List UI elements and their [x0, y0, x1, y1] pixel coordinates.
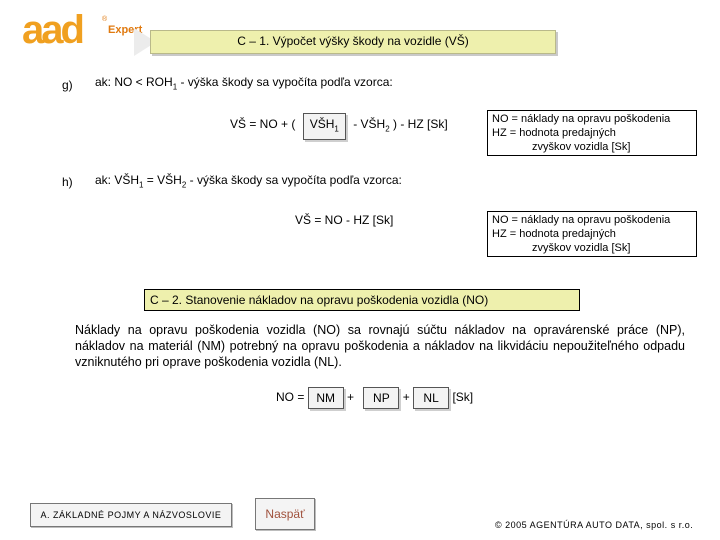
formula-np-box: NP — [363, 387, 399, 409]
condition-prefix: ak: NO < ROH — [95, 75, 173, 89]
formula-unit: [Sk] — [452, 390, 474, 404]
section2-title: C – 2. Stanovenie nákladov na opravu poškodenia vozidla (NO) — [144, 289, 580, 311]
formula-rest-sub: 2 — [385, 124, 390, 134]
section-h-condition: ak: $VŠH_1$ = $VŠH_2$ - výška škody sa vypočíta podľa vzorca: — [95, 173, 402, 190]
condition-suffix: - výška škody sa vypočíta podľa vzorca: — [177, 75, 393, 89]
logo-mark: aad — [22, 8, 82, 52]
formula-term-vsh1: $VŠH_1$ — [303, 113, 346, 140]
section-h-formula: VŠ = NO - HZ [Sk] — [295, 213, 394, 227]
formula-plus: + — [402, 390, 410, 404]
note-line: zvyškov vozidla [Sk] — [532, 141, 631, 153]
formula-no: NO = — [276, 390, 305, 404]
logo-registered: ® — [102, 16, 108, 23]
copyright: © 2005 AGENTÚRA AUTO DATA, spol. s r.o. — [495, 520, 694, 530]
formula-plus: + — [347, 390, 355, 404]
header-banner — [150, 30, 556, 54]
note-line: NO = náklady na opravu poškodenia — [492, 113, 671, 125]
page-title: C – 1. Výpočet výšky škody na vozidle (VŠ) — [237, 34, 469, 48]
nav-basic-terms-button[interactable]: A. ZÁKLADNÉ POJMY A NÁZVOSLOVIE — [30, 503, 232, 527]
formula-nl-box: NL — [413, 387, 449, 409]
note-h — [487, 211, 697, 257]
section2-formula — [276, 386, 473, 409]
logo-subtitle: Expert — [108, 24, 143, 36]
formula-nm-box: NM — [308, 387, 344, 409]
back-button[interactable]: Naspäť — [255, 498, 315, 530]
section-g-formula — [230, 113, 448, 140]
section2-paragraph: Náklady na opravu poškodenia vozidla (NO) sa rovnajú súčtu nákladov na opravárenské práce (NP), nákladov na materiál (NM) potrebný na opravu poškodenia a nákladov na likvidáciu nepoužiteľného odpadu vzniknutého pri oprave poškodenia vozidla (NL). — [75, 323, 685, 369]
section-g-letter: g) — [62, 78, 73, 92]
note-line: HZ = hodnota predajných — [492, 127, 616, 139]
formula-rest-b: ) - HZ [Sk] — [393, 117, 448, 131]
note-line: HZ = hodnota predajných — [492, 228, 616, 240]
note-line: zvyškov vozidla [Sk] — [532, 242, 631, 254]
section-g-condition — [95, 75, 393, 91]
formula-prefix: VŠ = NO + ( — [230, 117, 296, 131]
condition-sub: 1 — [172, 82, 178, 92]
note-g — [487, 110, 697, 156]
note-line: NO = náklady na opravu poškodenia — [492, 214, 671, 226]
section-h-letter: h) — [62, 175, 73, 189]
formula-rest-a: - VŠH — [353, 117, 386, 131]
